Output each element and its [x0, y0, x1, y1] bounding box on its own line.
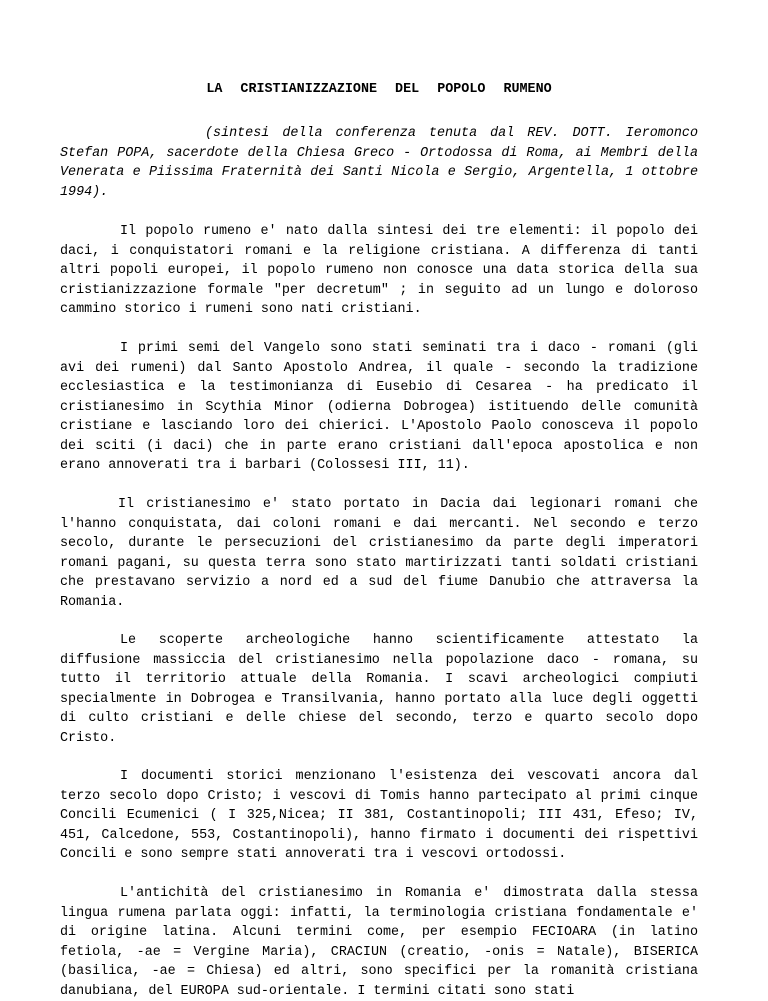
paragraph-2-text: I primi semi del Vangelo sono stati seminati tra i daco - romani (gli avi dei rumeni) dal Santo Apostolo Andrea, il quale - secondo la tradizione ecclesiastica e la testimonianza di Eusebio di Cesarea - ha predicato il cristianesimo in Scythia Minor (odierna Dobrogea) istituendo delle comunità cristiane e lasciando loro dei chierici. L'Apostolo Paolo conosceva il popolo dei sciti (i daci) che in parte erano cristiani dall'epoca apostolica e non erano annoverati tra i barbari (Colossesi III, 11).	[60, 341, 698, 473]
paragraph-4-text: Le scoperte archeologiche hanno scientificamente attestato la diffusione massiccia del cristianesimo nella popolazione daco - romana, su tutto il territorio attuale della Romania. I scavi archeologici compiuti specialmente in Dobrogea e Transilvania, hanno portato alla luce degli oggetti di culto cristiani e delle chiese del secondo, terzo e quarto secolo dopo Cristo.	[60, 633, 698, 746]
document-title: LA CRISTIANIZZAZIONE DEL POPOLO RUMENO	[206, 82, 552, 97]
paragraph-6	[60, 884, 698, 1001]
paragraph-6-text: L'antichità del cristianesimo in Romania e' dimostrata dalla stessa lingua rumena parlata oggi: infatti, la terminologia cristiana fondamentale e' di origine latina. Alcuni termini come, per esempio FECIOARA (in latino fetiola, -ae = Vergine Maria), CRACIUN (creatio, -onis = Natale), BISERICA (basilica, -ae = Chiesa) ed altri, sono specifici per la romanità cristiana danubiana, del EUROPA sud-orientale. I termini citati sono stati	[60, 886, 698, 999]
paragraph-3-text: Il cristianesimo e' stato portato in Dacia dai legionari romani che l'hanno conquistata, dai coloni romani e dai mercanti. Nel secondo e terzo secolo, durante le persecuzioni del cristianesimo da parte degli imperatori romani pagani, su questa terra sono stato martirizzati tanti soldati cristiani che prestavano servizio a nord ed a sud del fiume Danubio che attraversa la Romania.	[60, 497, 698, 610]
paragraph-2	[60, 339, 698, 476]
paragraph-1	[60, 222, 698, 320]
paragraph-5-text: I documenti storici menzionano l'esistenza dei vescovati ancora dal terzo secolo dopo Cristo; i vescovi di Tomis hanno partecipato al primi cinque Concili Ecumenici ( I 325,Nicea; II 381, Costantinopoli; III 431, Efeso; IV, 451, Calcedone, 553, Costantinopoli), hanno firmato i documenti dei rispettivi Concili e sono sempre stati annoverati tra i vescovi ortodossi.	[60, 769, 698, 862]
paragraph-1-text: Il popolo rumeno e' nato dalla sintesi dei tre elementi: il popolo dei daci, i conquistatori romani e la religione cristiana. A differenza di tanti altri popoli europei, il popolo rumeno non conosce una data storica della sua cristianizzazione formale "per decretum" ; in seguito ad un lungo e doloroso cammino storico i rumeni sono nati cristiani.	[60, 224, 698, 317]
paragraph-3	[60, 495, 698, 612]
document-subtitle	[60, 124, 698, 202]
paragraph-4	[60, 631, 698, 748]
subtitle-text: (sintesi della conferenza tenuta dal REV. DOTT. Ieromonco Stefan POPA, sacerdote della Chiesa Greco - Ortodossa di Roma, ai Membri della Venerata e Piissima Fraternità dei Santi Nicola e Sergio, Argentella, 1 ottobre 1994).	[60, 126, 698, 200]
paragraph-5	[60, 767, 698, 865]
